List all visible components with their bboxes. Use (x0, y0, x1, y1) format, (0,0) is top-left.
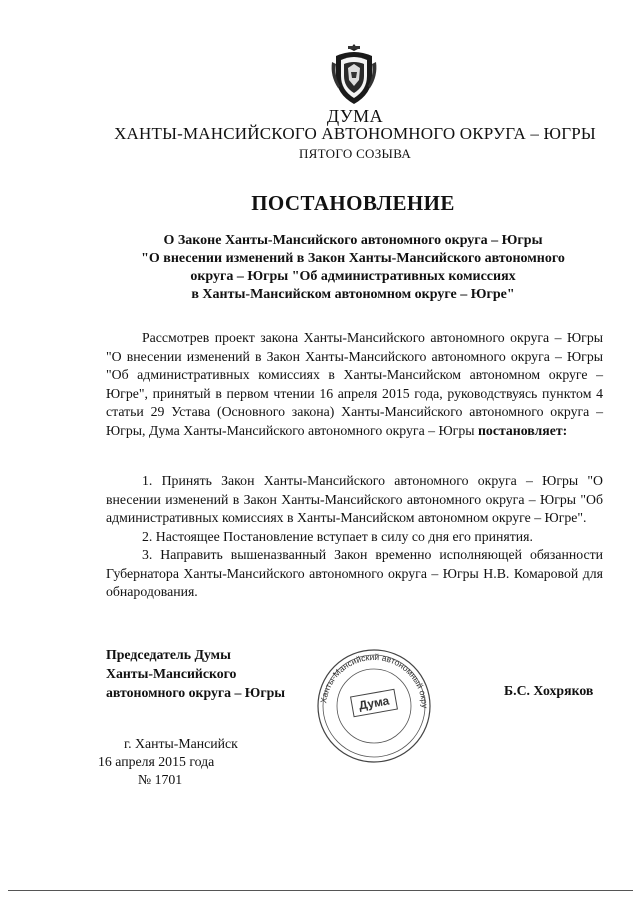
bottom-rule (8, 890, 633, 891)
resolution-item: 1. Принять Закон Ханты-Мансийского автономного округа – Югры "О внесении изменений в Закон Ханты-Мансийского автономного округа – Югры "Об административных комиссиях в Ханты-Мансийском автономном округе – Югре". (106, 473, 603, 525)
svg-text:Ханты-Мансийский автономный ок: Ханты-Мансийский автономный окру (318, 651, 431, 709)
resolution-items (106, 472, 603, 602)
preamble-text: Рассмотрев проект закона Ханты-Мансийского автономного округа – Югры "О внесении изменений в Закон Ханты-Мансийского автономного округа – Югры "Об административных комиссиях в Ханты-Мансийском автономном округе – Югре", принятый в первом чтении 16 апреля 2015 года, руководствуясь пунктом 4 статьи 29 Устава (Основного закона) Ханты-Мансийского автономного округа – Югры, Дума Ханты-Мансийского автономного округа – Югры (106, 330, 603, 438)
document-subject (118, 232, 588, 304)
signatory-name: Б.С. Хохряков (504, 683, 594, 698)
org-line2: ХАНТЫ-МАНСИЙСКОГО АВТОНОМНОГО ОКРУГА – ЮГРЫ (114, 124, 596, 143)
position-line: Ханты-Мансийского (106, 666, 237, 681)
decision-word: постановляет: (477, 422, 568, 438)
preamble-paragraph (106, 329, 603, 440)
official-seal (312, 644, 436, 764)
position-line: автономного округа – Югры (106, 685, 286, 700)
subject-line: "О внесении изменений в Закон Ханты-Мансийского автономного (141, 251, 565, 266)
document-title: ПОСТАНОВЛЕНИЕ (251, 191, 455, 215)
resolution-item: 2. Настоящее Постановление вступает в силу со дня его принятия. (142, 528, 533, 544)
place-date-block (98, 735, 238, 789)
convocation: ПЯТОГО СОЗЫВА (298, 146, 412, 161)
coat-of-arms-icon (328, 42, 380, 106)
document-number: № 1701 (138, 772, 183, 787)
position-line: Председатель Думы (106, 647, 231, 662)
org-line1: ДУМА (326, 106, 384, 126)
svg-text:Дума: Дума (357, 693, 391, 713)
date: 16 апреля 2015 года (98, 754, 215, 769)
subject-line: округа – Югры "Об административных комиссиях (190, 269, 516, 284)
subject-line: в Ханты-Мансийском автономном округе – Югре" (191, 287, 515, 302)
resolution-item: 3. Направить вышеназванный Закон временно исполняющей обязанности Губернатора Ханты-Мансийского автономного округа – Югры Н.В. Комаровой для обнародования. (106, 547, 603, 599)
subject-line: О Законе Ханты-Мансийского автономного округа – Югры (163, 233, 543, 248)
signatory-position (106, 645, 285, 702)
city: г. Ханты-Мансийск (124, 736, 238, 751)
